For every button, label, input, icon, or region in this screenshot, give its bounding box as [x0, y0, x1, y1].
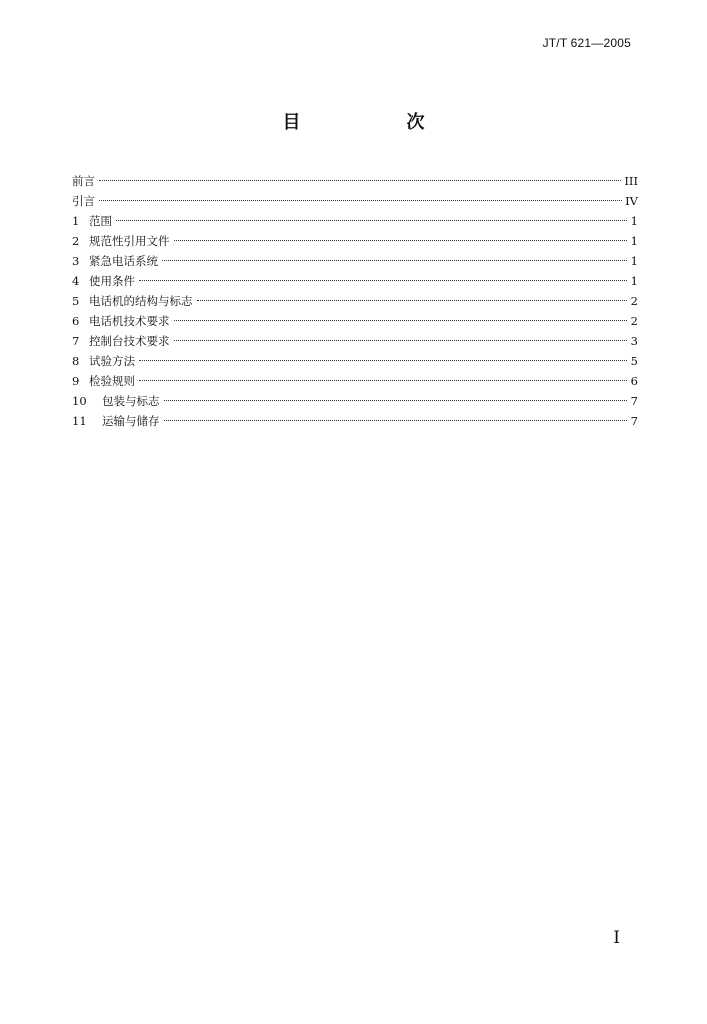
- dot-leader: [174, 320, 628, 321]
- toc-entry-label: 控制台技术要求: [89, 334, 170, 348]
- dot-leader: [164, 420, 628, 421]
- table-of-contents: [72, 171, 638, 431]
- toc-entry-number: 2: [72, 234, 80, 248]
- dot-leader: [162, 260, 627, 261]
- toc-entry-label: 前言: [72, 174, 95, 188]
- toc-entry-page: 2: [630, 314, 638, 328]
- dot-leader: [99, 180, 621, 181]
- dot-leader: [139, 280, 627, 281]
- toc-entry-foreword[interactable]: [72, 171, 638, 191]
- toc-entry-label: 使用条件: [89, 274, 135, 288]
- toc-entry-introduction[interactable]: [72, 191, 638, 211]
- toc-entry-page: 6: [630, 374, 638, 388]
- toc-entry-page: 5: [630, 354, 638, 368]
- toc-entry-normative-references[interactable]: [72, 231, 638, 251]
- toc-entry-label: 范围: [89, 214, 112, 228]
- toc-entry-number: 5: [72, 294, 80, 308]
- dot-leader: [99, 200, 622, 201]
- dot-leader: [139, 360, 627, 361]
- dot-leader: [139, 380, 627, 381]
- toc-entry-number: 6: [72, 314, 80, 328]
- toc-entry-label: 试验方法: [89, 354, 135, 368]
- toc-entry-console-technical-requirements[interactable]: [72, 331, 638, 351]
- dot-leader: [197, 300, 628, 301]
- toc-entry-number: 10: [72, 394, 87, 408]
- toc-entry-number: 3: [72, 254, 80, 268]
- toc-title: 目 次: [282, 112, 469, 133]
- standard-code: JT/T 621—2005: [542, 36, 631, 50]
- toc-entry-page: 7: [630, 394, 638, 408]
- toc-entry-packaging-marking[interactable]: [72, 391, 638, 411]
- toc-entry-page: 1: [630, 274, 638, 288]
- toc-entry-phone-technical-requirements[interactable]: [72, 311, 638, 331]
- dot-leader: [164, 400, 628, 401]
- toc-entry-scope[interactable]: [72, 211, 638, 231]
- toc-entry-phone-structure-marking[interactable]: [72, 291, 638, 311]
- toc-entry-number: 11: [72, 414, 87, 428]
- toc-entry-page: 1: [630, 234, 638, 248]
- toc-entry-number: 4: [72, 274, 80, 288]
- toc-entry-page: 1: [630, 254, 638, 268]
- toc-entry-page: 3: [630, 334, 638, 348]
- page-number: I: [613, 928, 620, 948]
- toc-entry-usage-conditions[interactable]: [72, 271, 638, 291]
- toc-entry-label: 检验规则: [89, 374, 135, 388]
- toc-entry-page: 1: [630, 214, 638, 228]
- dot-leader: [174, 340, 628, 341]
- toc-entry-page: 2: [630, 294, 638, 308]
- toc-entry-label: 引言: [72, 194, 95, 208]
- toc-entry-emergency-phone-system[interactable]: [72, 251, 638, 271]
- toc-entry-page: IV: [625, 194, 638, 208]
- toc-entry-number: 1: [72, 214, 80, 228]
- toc-entry-inspection-rules[interactable]: [72, 371, 638, 391]
- toc-entry-label: 规范性引用文件: [89, 234, 170, 248]
- toc-entry-page: III: [624, 174, 638, 188]
- toc-entry-test-methods[interactable]: [72, 351, 638, 371]
- toc-entry-label: 电话机技术要求: [89, 314, 170, 328]
- toc-entry-number: 9: [72, 374, 80, 388]
- dot-leader: [174, 240, 628, 241]
- toc-entry-page: 7: [630, 414, 638, 428]
- toc-entry-label: 运输与储存: [102, 414, 160, 428]
- dot-leader: [116, 220, 627, 221]
- toc-entry-number: 7: [72, 334, 80, 348]
- toc-entry-number: 8: [72, 354, 80, 368]
- toc-entry-transport-storage[interactable]: [72, 411, 638, 431]
- toc-entry-label: 紧急电话系统: [89, 254, 158, 268]
- toc-entry-label: 包装与标志: [102, 394, 160, 408]
- toc-entry-label: 电话机的结构与标志: [89, 294, 193, 308]
